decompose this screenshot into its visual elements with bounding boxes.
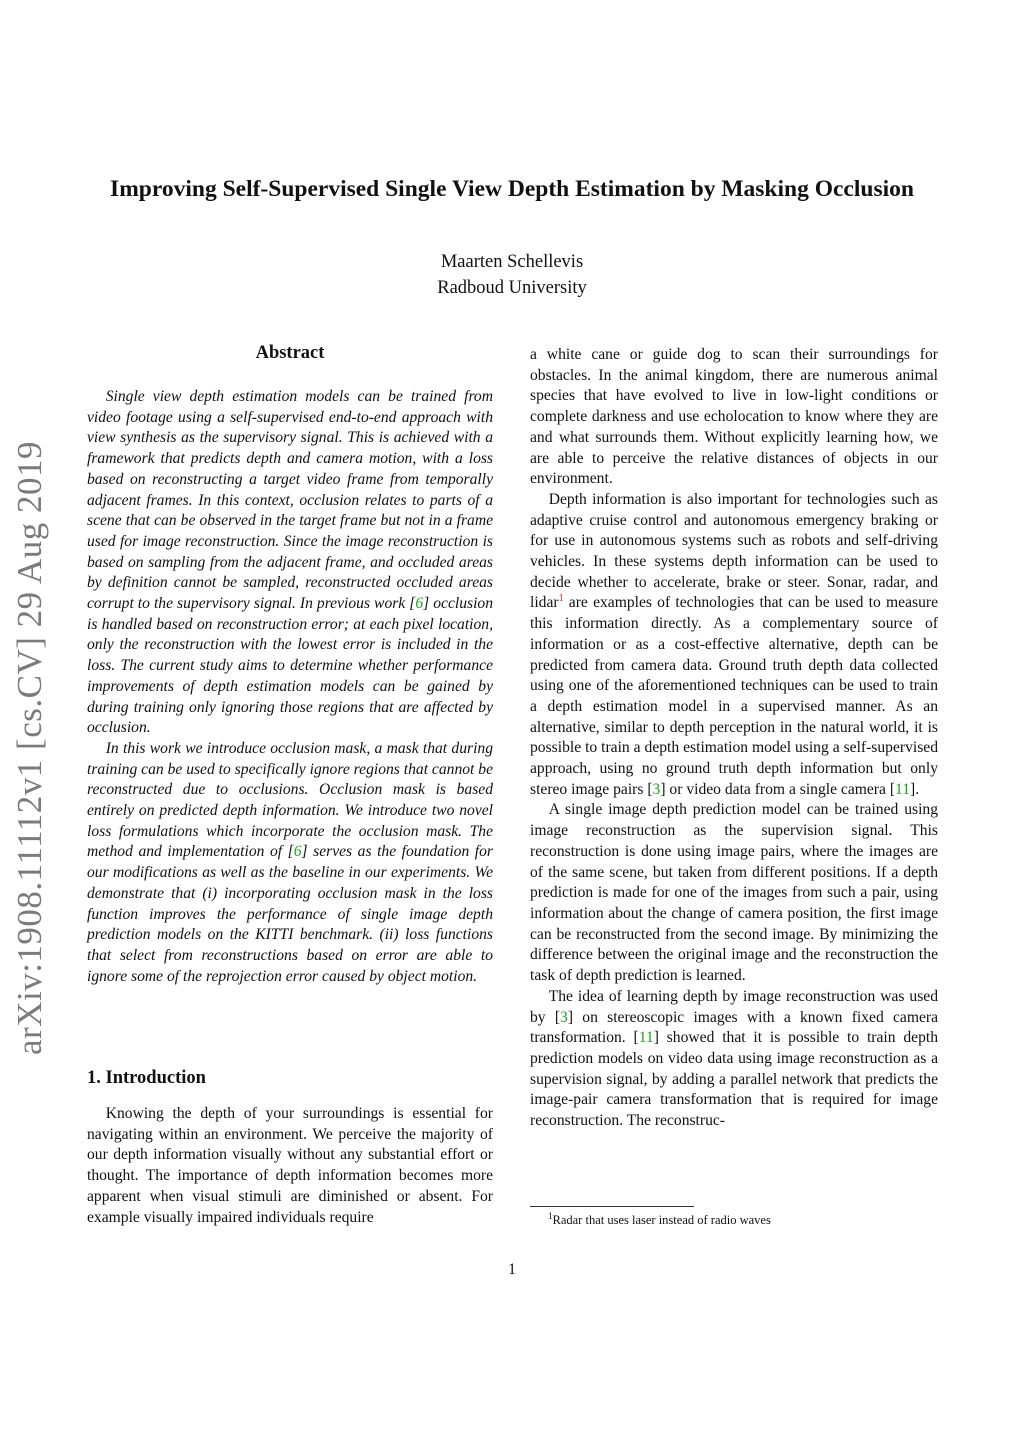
abstract-paragraph-1: Single view depth estimation models can be trained from video footage using a self-supervised end-to-end approach with view synthesis as the supervisory signal. This is achieved with a framework that predicts depth and camera motion, with a loss based on reconstructing a target video frame from temporally adjacent frames. In this context, occlusion relates to parts of a scene that can be observed in the target frame but not in a frame used for image reconstruction. Since the image reconstruction is based on sampling from the adjacent frame, and occluded areas by definition cannot be sampled, reconstructed occluded areas corrupt to the supervisory signal. In previous work [6] occlusion is handled based on reconstruction error; at each pixel location, only the reconstruction with the lowest error is included in the loss. The current study aims to determine whether performance improvements of depth estimation models can be gained by during training only ignoring those regions that are affected by occlusion. [87, 388, 493, 737]
author-affiliation: Radboud University [437, 278, 587, 298]
footnote [548, 1211, 771, 1228]
page-number: 1 [508, 1261, 516, 1278]
arxiv-side-stamp [10, 441, 54, 1055]
intro-paragraph-3: A single image depth prediction model can be trained using image reconstruction as the supervision signal. This reconstruction is done using image pairs, where the images are of the same scene, but taken from different positions. If a depth prediction is made for one of the images from such a pair, using information about the change of camera position, the first image can be reconstructed from the second image. By minimizing the difference between the original image and the reconstruction the task of depth prediction is learned. [530, 801, 938, 985]
footnote-number: 1 [548, 1211, 553, 1221]
author-name: Maarten Schellevis [440, 252, 584, 272]
paper-title: Improving Self-Supervised Single View Depth Estimation by Masking Occlusion [110, 176, 914, 202]
citation-link[interactable]: 3 [652, 780, 661, 798]
citation-link[interactable]: 6 [415, 595, 424, 613]
footnote-text: Radar that uses laser instead of radio waves [552, 1213, 771, 1228]
citation-link[interactable]: 11 [895, 780, 911, 798]
abstract-heading: Abstract [255, 343, 325, 363]
abstract-paragraph-2: In this work we introduce occlusion mask, a mask that during training can be used to specifically ignore regions that cannot be reconstructed due to occlusions. Occlusion mask is based entirely on predicted depth information. We introduce two novel loss formulations which incorporate the occlusion mask. The method and implementation of [6] serves as the foundation for our modifications as well as the baseline in our experiments. We demonstrate that (i) incorporating occlusion mask in the loss function improves the performance of single image depth prediction models on the KITTI benchmark. (ii) loss functions that select from reconstructions based on error are able to ignore some of the reprojection error caused by object motion. [87, 739, 493, 985]
citation-link[interactable]: 3 [560, 1008, 568, 1026]
intro-paragraph-continued: a white cane or guide dog to scan their surroundings for obstacles. In the animal kingdom, there are numerous animal species that have evolved to live in low-light conditions or complete darkness and use echolocation to know where they are and what surrounds them. Without explicitly learning how, we are able to perceive the relative distances of objects in our environment. [530, 346, 938, 488]
intro-paragraph-2: Depth information is also important for technologies such as adaptive cruise control and autonomous emergency braking or for use in autonomous systems such as robots and self-driving vehicles. In these systems depth information can be used to decide whether to accelerate, brake or steer. Sonar, radar, and lidar$^1$ are examples of technologies that can be used to measure this information directly. As a complementary source of information or as a cost-effective alternative, depth can be predicted from camera data. Ground truth depth data collected using one of the aforementioned techniques can be used to train a depth estimation model in a supervised manner. As an alternative, similar to depth perception in the natural world, it is possible to train a depth estimation model using a self-supervised approach, using no ground truth depth information but only stereo image pairs [3] or video data from a single camera [11]. [530, 490, 938, 798]
introduction-body-right [530, 345, 938, 1132]
intro-paragraph-4: The idea of learning depth by image reconstruction was used by [3] on stereoscopic images with a known fixed camera transformation. [11] showed that it is possible to train depth prediction models on video data using image reconstruction as a supervision signal, by adding a parallel network that predicts the image-pair camera transformation that is required for image reconstruction. The reconstruc- [530, 987, 939, 1130]
citation-link[interactable]: 11 [638, 1029, 654, 1047]
introduction-body-left [87, 1104, 493, 1228]
footnote-divider [530, 1206, 694, 1207]
abstract-body [87, 387, 493, 987]
citation-link[interactable]: 6 [293, 843, 302, 861]
intro-paragraph-1: Knowing the depth of your surroundings is essential for navigating within an environment. We perceive the majority of our depth information visually without any substantial effort or thought. The importance of depth information becomes more apparent when visual stimuli are diminished or absent. For example visually impaired individuals require [87, 1105, 493, 1226]
arxiv-id-text: arXiv:1908.11112v1 [cs.CV] 29 Aug 2019 [10, 441, 49, 1055]
section-heading-introduction: 1. Introduction [87, 1068, 206, 1088]
author-block [0, 249, 1024, 301]
footnote-marker[interactable]: 1 [558, 593, 564, 605]
